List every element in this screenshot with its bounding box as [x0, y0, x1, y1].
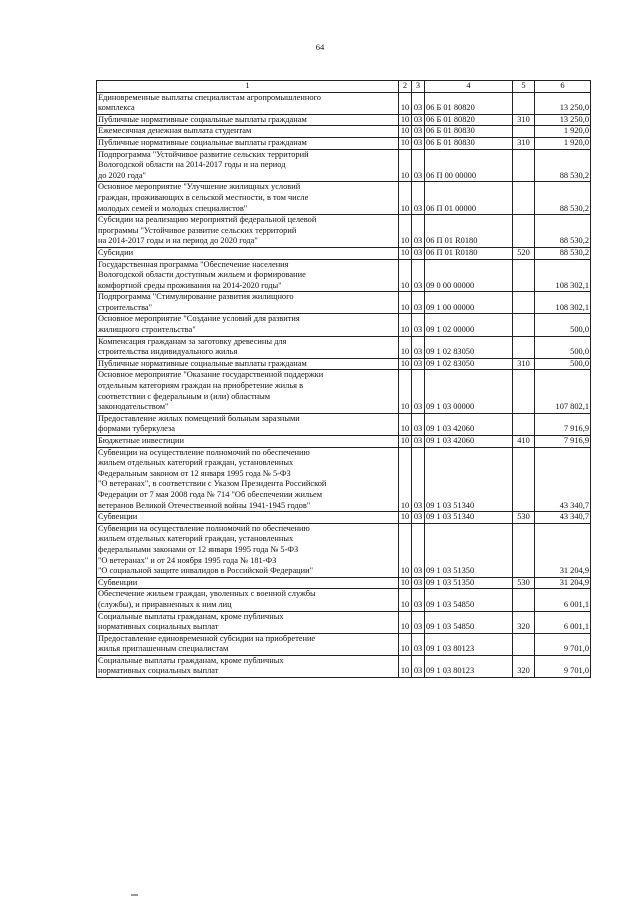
cell-amount: 108 302,1: [535, 259, 591, 292]
cell-target-code: 09 1 03 80123: [425, 655, 513, 677]
cell-amount: 500,0: [535, 358, 591, 370]
cell-name: Основное мероприятие "Улучшение жилищных условий граждан, проживающих в сельской местности, в том числе молодых семей и молодых специалистов": [97, 182, 399, 215]
cell-name: Предоставление жилых помещений больным заразными формами туберкулеза: [97, 413, 399, 435]
cell-name: Основное мероприятие "Создание условий для развития жилищного строительства": [97, 314, 399, 336]
cell-name: Бюджетные инвестиции: [97, 436, 399, 448]
cell-amount: 88 530,2: [535, 215, 591, 248]
table-row: [97, 436, 591, 448]
cell-expense-type: [513, 447, 535, 512]
cell-section: 10: [399, 114, 412, 126]
cell-name: Субвенции на осуществление полномочий по обеспечению жильем отдельных категорий граждан, установленных федеральными законами от 12 января 1995 года № 5-ФЗ "О ветеранах" и от 24 ноября 1995 года № 181-ФЗ "О социальной защите инвалидов в Российской Федерации": [97, 523, 399, 577]
cell-section: 10: [399, 149, 412, 182]
cell-expense-type: 320: [513, 611, 535, 633]
cell-target-code: 09 1 03 54850: [425, 589, 513, 611]
cell-target-code: 09 1 02 83050: [425, 336, 513, 358]
cell-amount: 43 340,7: [535, 447, 591, 512]
cell-section: 10: [399, 137, 412, 149]
header-row: [97, 81, 591, 93]
cell-expense-type: [513, 336, 535, 358]
cell-name: Субвенции: [97, 577, 399, 589]
cell-section: 10: [399, 182, 412, 215]
cell-expense-type: [513, 259, 535, 292]
cell-amount: 9 701,0: [535, 633, 591, 655]
cell-expense-type: 320: [513, 655, 535, 677]
cell-expense-type: [513, 149, 535, 182]
header-cell-target-code: 4: [425, 81, 513, 93]
cell-expense-type: [513, 92, 535, 114]
cell-target-code: 09 1 03 42060: [425, 436, 513, 448]
cell-amount: 108 302,1: [535, 292, 591, 314]
cell-section: 10: [399, 447, 412, 512]
cell-target-code: 06 П 01 R0180: [425, 215, 513, 248]
cell-amount: 88 530,2: [535, 149, 591, 182]
cell-expense-type: 410: [513, 436, 535, 448]
cell-amount: 6 001,1: [535, 589, 591, 611]
cell-target-code: 09 1 03 51340: [425, 447, 513, 512]
table-row: [97, 247, 591, 259]
cell-name: Социальные выплаты гражданам, кроме публичных нормативных социальных выплат: [97, 611, 399, 633]
cell-section: 10: [399, 523, 412, 577]
cell-section: 10: [399, 247, 412, 259]
table-row: [97, 137, 591, 149]
cell-expense-type: [513, 370, 535, 413]
cell-subsection: 03: [412, 589, 425, 611]
cell-amount: 1 920,0: [535, 126, 591, 138]
cell-target-code: 09 1 03 54850: [425, 611, 513, 633]
cell-target-code: 06 Б 01 80830: [425, 126, 513, 138]
table-row: [97, 447, 591, 512]
cell-name: Обеспечение жильем граждан, уволенных с военной службы (службы), и приравненных к ним лиц: [97, 589, 399, 611]
cell-amount: 88 530,2: [535, 247, 591, 259]
cell-name: Субсидии: [97, 247, 399, 259]
cell-name: Государственная программа "Обеспечение населения Вологодской области доступным жильем и формирование комфортной среды проживания на 2014-2020 годы": [97, 259, 399, 292]
cell-target-code: 09 1 00 00000: [425, 292, 513, 314]
cell-expense-type: [513, 314, 535, 336]
cell-amount: 13 250,0: [535, 114, 591, 126]
table-row: [97, 182, 591, 215]
cell-section: 10: [399, 358, 412, 370]
cell-target-code: 06 Б 01 80820: [425, 114, 513, 126]
cell-expense-type: [513, 633, 535, 655]
cell-subsection: 03: [412, 126, 425, 138]
cell-name: Субвенции на осуществление полномочий по обеспечению жильем отдельных категорий граждан, установленных Федеральным законом от 12 января 1995 года № 5-ФЗ "О ветеранах", в соответствии с Указом Президента Российской Федерации от 7 мая 2008 года № 714 "Об обеспечении жильем ветеранов Великой Отечественной войны 1941-1945 годов": [97, 447, 399, 512]
cell-target-code: 06 П 01 00000: [425, 182, 513, 215]
cell-target-code: 06 Б 01 80820: [425, 92, 513, 114]
cell-target-code: 09 0 00 00000: [425, 259, 513, 292]
header-cell-amount: 6: [535, 81, 591, 93]
table-row: [97, 413, 591, 435]
cell-name: Подпрограмма "Стимулирование развития жилищного строительства": [97, 292, 399, 314]
cell-section: 10: [399, 292, 412, 314]
cell-subsection: 03: [412, 92, 425, 114]
cell-amount: 31 204,9: [535, 523, 591, 577]
cell-section: 10: [399, 92, 412, 114]
cell-expense-type: [513, 413, 535, 435]
cell-subsection: 03: [412, 182, 425, 215]
table-row: [97, 633, 591, 655]
cell-amount: 13 250,0: [535, 92, 591, 114]
cell-expense-type: 530: [513, 577, 535, 589]
cell-target-code: 09 1 02 83050: [425, 358, 513, 370]
cell-expense-type: [513, 126, 535, 138]
cell-subsection: 03: [412, 633, 425, 655]
cell-target-code: 06 П 00 00000: [425, 149, 513, 182]
cell-subsection: 03: [412, 247, 425, 259]
cell-subsection: 03: [412, 370, 425, 413]
cell-subsection: 03: [412, 137, 425, 149]
cell-expense-type: [513, 215, 535, 248]
budget-table: [96, 80, 591, 678]
cell-subsection: 03: [412, 358, 425, 370]
table-row: [97, 370, 591, 413]
cell-expense-type: 530: [513, 512, 535, 524]
cell-section: 10: [399, 655, 412, 677]
table-row: [97, 358, 591, 370]
cell-section: 10: [399, 413, 412, 435]
cell-target-code: 09 1 03 00000: [425, 370, 513, 413]
cell-amount: 88 530,2: [535, 182, 591, 215]
cell-subsection: 03: [412, 292, 425, 314]
cell-name: Предоставление единовременной субсидии на приобретение жилья приглашенным специалистам: [97, 633, 399, 655]
table-row: [97, 149, 591, 182]
cell-subsection: 03: [412, 413, 425, 435]
cell-target-code: 09 1 03 51340: [425, 512, 513, 524]
cell-expense-type: 310: [513, 358, 535, 370]
cell-expense-type: [513, 182, 535, 215]
table-row: [97, 523, 591, 577]
cell-expense-type: [513, 589, 535, 611]
cell-name: Публичные нормативные социальные выплаты гражданам: [97, 114, 399, 126]
cell-amount: 500,0: [535, 314, 591, 336]
page-number: 64: [315, 42, 325, 52]
cell-section: 10: [399, 215, 412, 248]
cell-subsection: 03: [412, 436, 425, 448]
table-row: [97, 589, 591, 611]
cell-subsection: 03: [412, 336, 425, 358]
header-cell-expense-type: 5: [513, 81, 535, 93]
cell-amount: 43 340,7: [535, 512, 591, 524]
cell-amount: 6 001,1: [535, 611, 591, 633]
cell-subsection: 03: [412, 215, 425, 248]
cell-target-code: 09 1 03 51350: [425, 577, 513, 589]
table-body: [97, 92, 591, 677]
cell-name: Субвенции: [97, 512, 399, 524]
cell-section: 10: [399, 336, 412, 358]
cell-expense-type: 520: [513, 247, 535, 259]
cell-amount: 1 920,0: [535, 137, 591, 149]
table-row: [97, 259, 591, 292]
table-row: [97, 611, 591, 633]
header-cell-name: 1: [97, 81, 399, 93]
table-row: [97, 577, 591, 589]
cell-amount: 500,0: [535, 336, 591, 358]
table-row: [97, 314, 591, 336]
cell-name: Основное мероприятие "Оказание государственной поддержки отдельным категориям граждан на приобретение жилья в соответствии с федеральным и (или) областным законодательством": [97, 370, 399, 413]
scan-mark: [131, 894, 138, 896]
cell-subsection: 03: [412, 655, 425, 677]
cell-name: Компенсация гражданам за заготовку древесины для строительства индивидуального жилья: [97, 336, 399, 358]
table-row: [97, 292, 591, 314]
cell-section: 10: [399, 436, 412, 448]
cell-subsection: 03: [412, 447, 425, 512]
cell-subsection: 03: [412, 314, 425, 336]
cell-section: 10: [399, 259, 412, 292]
cell-name: Публичные нормативные социальные выплаты гражданам: [97, 358, 399, 370]
cell-subsection: 03: [412, 114, 425, 126]
cell-subsection: 03: [412, 577, 425, 589]
table-row: [97, 92, 591, 114]
table-row: [97, 655, 591, 677]
cell-target-code: 06 П 01 R0180: [425, 247, 513, 259]
cell-section: 10: [399, 126, 412, 138]
cell-section: 10: [399, 589, 412, 611]
cell-subsection: 03: [412, 149, 425, 182]
table-row: [97, 215, 591, 248]
cell-name: Единовременные выплаты специалистам агропромышленного комплекса: [97, 92, 399, 114]
cell-section: 10: [399, 370, 412, 413]
cell-amount: 107 802,1: [535, 370, 591, 413]
cell-name: Социальные выплаты гражданам, кроме публичных нормативных социальных выплат: [97, 655, 399, 677]
cell-amount: 7 916,9: [535, 436, 591, 448]
cell-target-code: 09 1 03 51350: [425, 523, 513, 577]
table-row: [97, 336, 591, 358]
cell-expense-type: 310: [513, 137, 535, 149]
cell-subsection: 03: [412, 259, 425, 292]
cell-expense-type: [513, 292, 535, 314]
cell-section: 10: [399, 611, 412, 633]
cell-section: 10: [399, 314, 412, 336]
cell-section: 10: [399, 512, 412, 524]
cell-amount: 7 916,9: [535, 413, 591, 435]
header-cell-subsection: 3: [412, 81, 425, 93]
cell-target-code: 09 1 02 00000: [425, 314, 513, 336]
cell-name: Публичные нормативные социальные выплаты гражданам: [97, 137, 399, 149]
cell-amount: 9 701,0: [535, 655, 591, 677]
table-row: [97, 114, 591, 126]
cell-expense-type: [513, 523, 535, 577]
cell-target-code: 06 Б 01 80830: [425, 137, 513, 149]
cell-target-code: 09 1 03 42060: [425, 413, 513, 435]
cell-name: Ежемесячная денежная выплата студентам: [97, 126, 399, 138]
cell-subsection: 03: [412, 523, 425, 577]
cell-target-code: 09 1 03 80123: [425, 633, 513, 655]
cell-name: Подпрограмма "Устойчивое развитие сельских территорий Вологодской области на 2014-2017 годы и на период до 2020 года": [97, 149, 399, 182]
cell-subsection: 03: [412, 611, 425, 633]
cell-section: 10: [399, 577, 412, 589]
cell-subsection: 03: [412, 512, 425, 524]
cell-expense-type: 310: [513, 114, 535, 126]
header-cell-section: 2: [399, 81, 412, 93]
table-row: [97, 512, 591, 524]
cell-section: 10: [399, 633, 412, 655]
cell-amount: 31 204,9: [535, 577, 591, 589]
table-row: [97, 126, 591, 138]
cell-name: Субсидии на реализацию мероприятий федеральной целевой программы "Устойчивое развитие сельских территорий на 2014-2017 годы и на период до 2020 года": [97, 215, 399, 248]
